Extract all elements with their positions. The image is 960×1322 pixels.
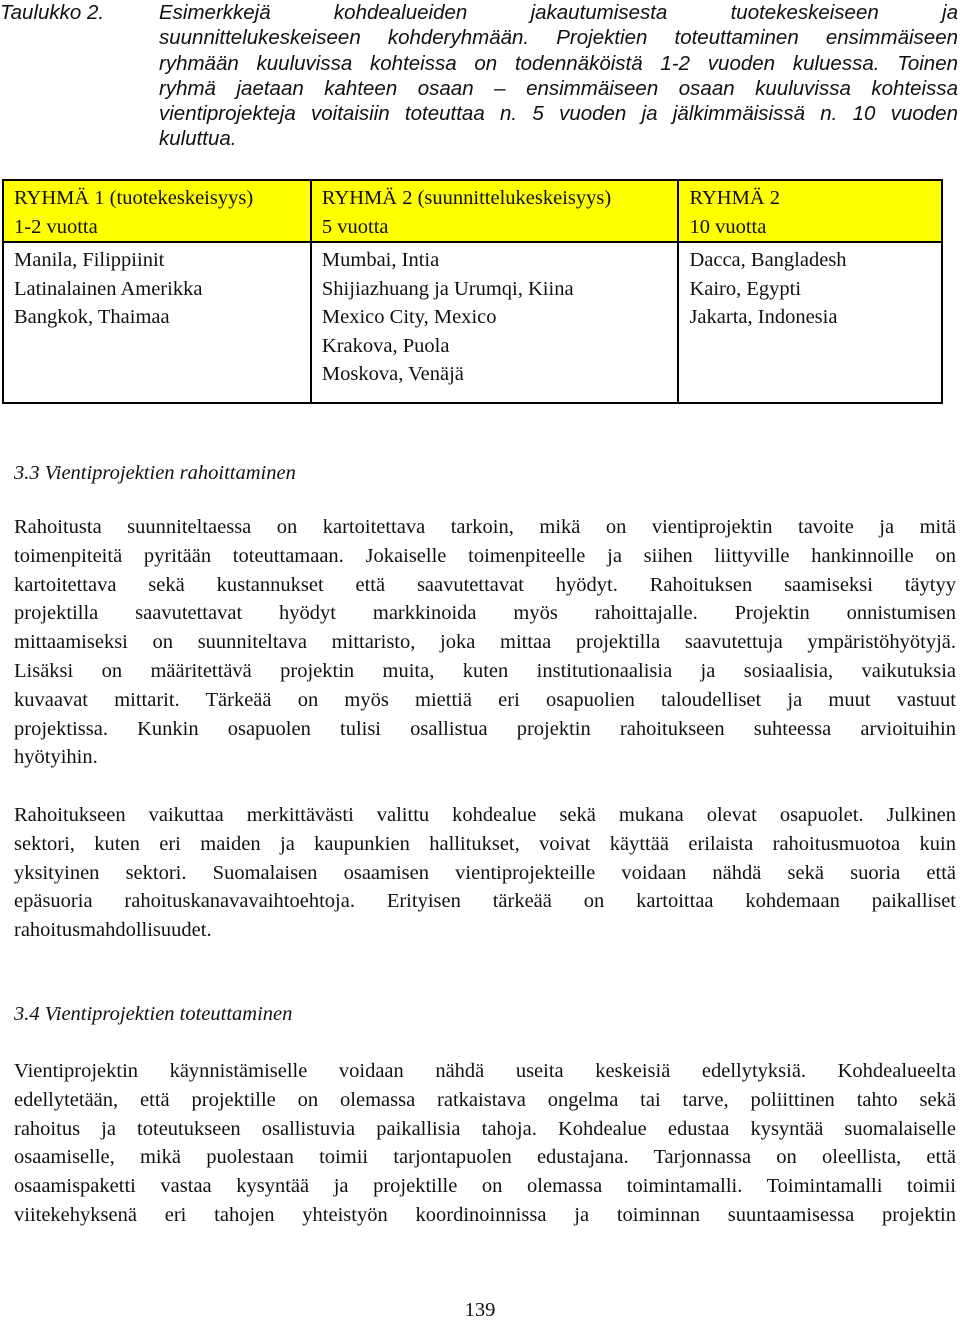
paragraph-line: osaamispaketti vastaa kysyntää ja projektille on olemassa toimintamalli. Toimintamalli toimii: [14, 1175, 956, 1198]
group2-title: RYHMÄ 2 (suunnittelukeskeisyys): [321, 187, 612, 209]
group1-header-cell: [3, 180, 311, 242]
paragraph-line: viitekehyksenä eri tahojen yhteistyön koordinoinnissa ja toiminnan suuntaamisessa projektin: [14, 1203, 956, 1226]
paragraph-line: mittaamiseksi on suunniteltava mittaristo, joka mittaa projektilla saavutettuja ympäristöhyötyjä.: [14, 631, 956, 654]
place-item: Jakarta, Indonesia: [689, 306, 838, 328]
place-item: Mumbai, Intia: [321, 249, 440, 271]
group3-places-cell: [678, 242, 942, 403]
group2-header-cell: [311, 180, 679, 242]
caption-text: [159, 0, 958, 152]
section-heading-3-4: 3.4 Vientiprojektien toteuttaminen: [14, 1003, 293, 1025]
group3-timeframe: 10 vuotta: [689, 215, 767, 238]
paragraph-line: Rahoitusta suunniteltaessa on kartoitettava tarkoin, mikä on vientiprojektin tavoite ja mitä: [14, 516, 956, 538]
paragraph: [14, 801, 956, 945]
place-item: Moskova, Venäjä: [321, 363, 464, 385]
place-item: Shijiazhuang ja Urumqi, Kiina: [321, 277, 574, 300]
group3-header-cell: [678, 180, 942, 242]
paragraph-line: Lisäksi on määritettävä projektin muita, kuten institutionaalisia ja sosiaalisia, vaikutuksia: [14, 659, 956, 682]
caption-line: suunnittelukeskeiseen kohderyhmään. Projektien toteuttaminen ensimmäiseen: [159, 26, 958, 50]
place-item: Bangkok, Thaimaa: [14, 306, 170, 328]
place-item: Latinalainen Amerikka: [14, 277, 203, 300]
group2-timeframe: 5 vuotta: [321, 215, 389, 238]
paragraph: [14, 1057, 956, 1230]
paragraph-line: hyötyihin.: [14, 746, 98, 769]
place-item: Dacca, Bangladesh: [689, 249, 847, 271]
paragraph-line: rahoitus ja toteutukseen osallistuvia paikallisia tahoja. Kohdealue edustaa kysyntää suomalaiselle: [14, 1117, 956, 1140]
group2-places-cell: [311, 242, 679, 403]
paragraph: [14, 513, 956, 772]
group1-timeframe: 1-2 vuotta: [14, 215, 98, 238]
caption-label: Taulukko 2.: [0, 1, 105, 24]
group1-title: RYHMÄ 1 (tuotekeskeisyys): [14, 187, 254, 209]
caption-line: vientiprojekteja voitaisiin toteuttaa n. 5 vuoden ja jälkimmäisissä n. 10 vuoden: [159, 102, 958, 126]
paragraph-line: osaamiselle, mikä puolestaan toimii tarjontapuolen edustajana. Tarjonnassa on oleellista, että: [14, 1146, 956, 1169]
paragraph-line: rahoitusmahdollisuudet.: [14, 919, 212, 942]
table-header-row: [3, 180, 942, 242]
paragraph-line: yksityinen sektori. Suomalaisen osaamisen vientiprojekteille voidaan nähdä sekä suoria että: [14, 861, 956, 884]
caption-line: ryhmään kuuluvissa kohteissa on todennäköistä 1-2 vuoden kuluessa. Toinen: [159, 51, 958, 75]
paragraph-line: edellytetään, että projektille on olemassa ratkaistava ongelma tai tarve, poliittinen tahto sekä: [14, 1088, 956, 1111]
place-item: Mexico City, Mexico: [321, 306, 497, 328]
paragraph-line: projektilla saavutettavat hyödyt markkinoida myös rahoittajalle. Projektin onnistumisen: [14, 602, 956, 625]
caption-line: Esimerkkejä kohdealueiden jakautumisesta tuotekeskeiseen ja: [159, 1, 958, 24]
page-number: 139: [464, 1299, 496, 1321]
group1-places-cell: [3, 242, 311, 403]
paragraph-line: kuvaavat mittarit. Tärkeää on myös miettiä eri osapuolien taloudelliset ja muut vastuut: [14, 688, 956, 711]
paragraph-line: projektissa. Kunkin osapuolen tulisi osallistua projektin rahoitukseen suhteessa arvioituihin: [14, 717, 956, 740]
place-item: Kairo, Egypti: [689, 277, 802, 300]
paragraph-line: Vientiprojektin käynnistämiselle voidaan nähdä useita keskeisiä edellytyksiä. Kohdealueelta: [14, 1060, 956, 1082]
paragraph-line: kartoitettava sekä kustannukset että saavutettavat hyödyt. Rahoituksen saamiseksi täytyy: [14, 573, 956, 596]
place-item: Manila, Filippiinit: [14, 249, 165, 271]
caption-line: ryhmä jaetaan kahteen osaan – ensimmäiseen osaan kuuluvissa kohteissa: [159, 76, 958, 100]
table-row: [3, 242, 942, 403]
target-groups-table: [2, 179, 943, 404]
place-item: Krakova, Puola: [321, 334, 450, 357]
group3-title: RYHMÄ 2: [689, 187, 781, 209]
section-heading-3-3: 3.3 Vientiprojektien rahoittaminen: [14, 462, 296, 484]
paragraph-line: epäsuoria rahoituskanavavaihtoehtoja. Erityisen tärkeää on kartoittaa kohdemaan paikalliset: [14, 890, 956, 913]
paragraph-line: Rahoitukseen vaikuttaa merkittävästi valittu kohdealue sekä mukana olevat osapuolet. Julkinen: [14, 804, 956, 826]
caption-line: kuluttua.: [159, 127, 237, 151]
paragraph-line: toimenpiteitä pyritään toteuttamaan. Jokaiselle toimenpiteelle ja siihen liittyville hankinnoille on: [14, 544, 956, 567]
paragraph-line: sektori, kuten eri maiden ja kaupunkien hallitukset, voivat käyttää erilaista rahoitusmuotoa kuin: [14, 832, 956, 855]
